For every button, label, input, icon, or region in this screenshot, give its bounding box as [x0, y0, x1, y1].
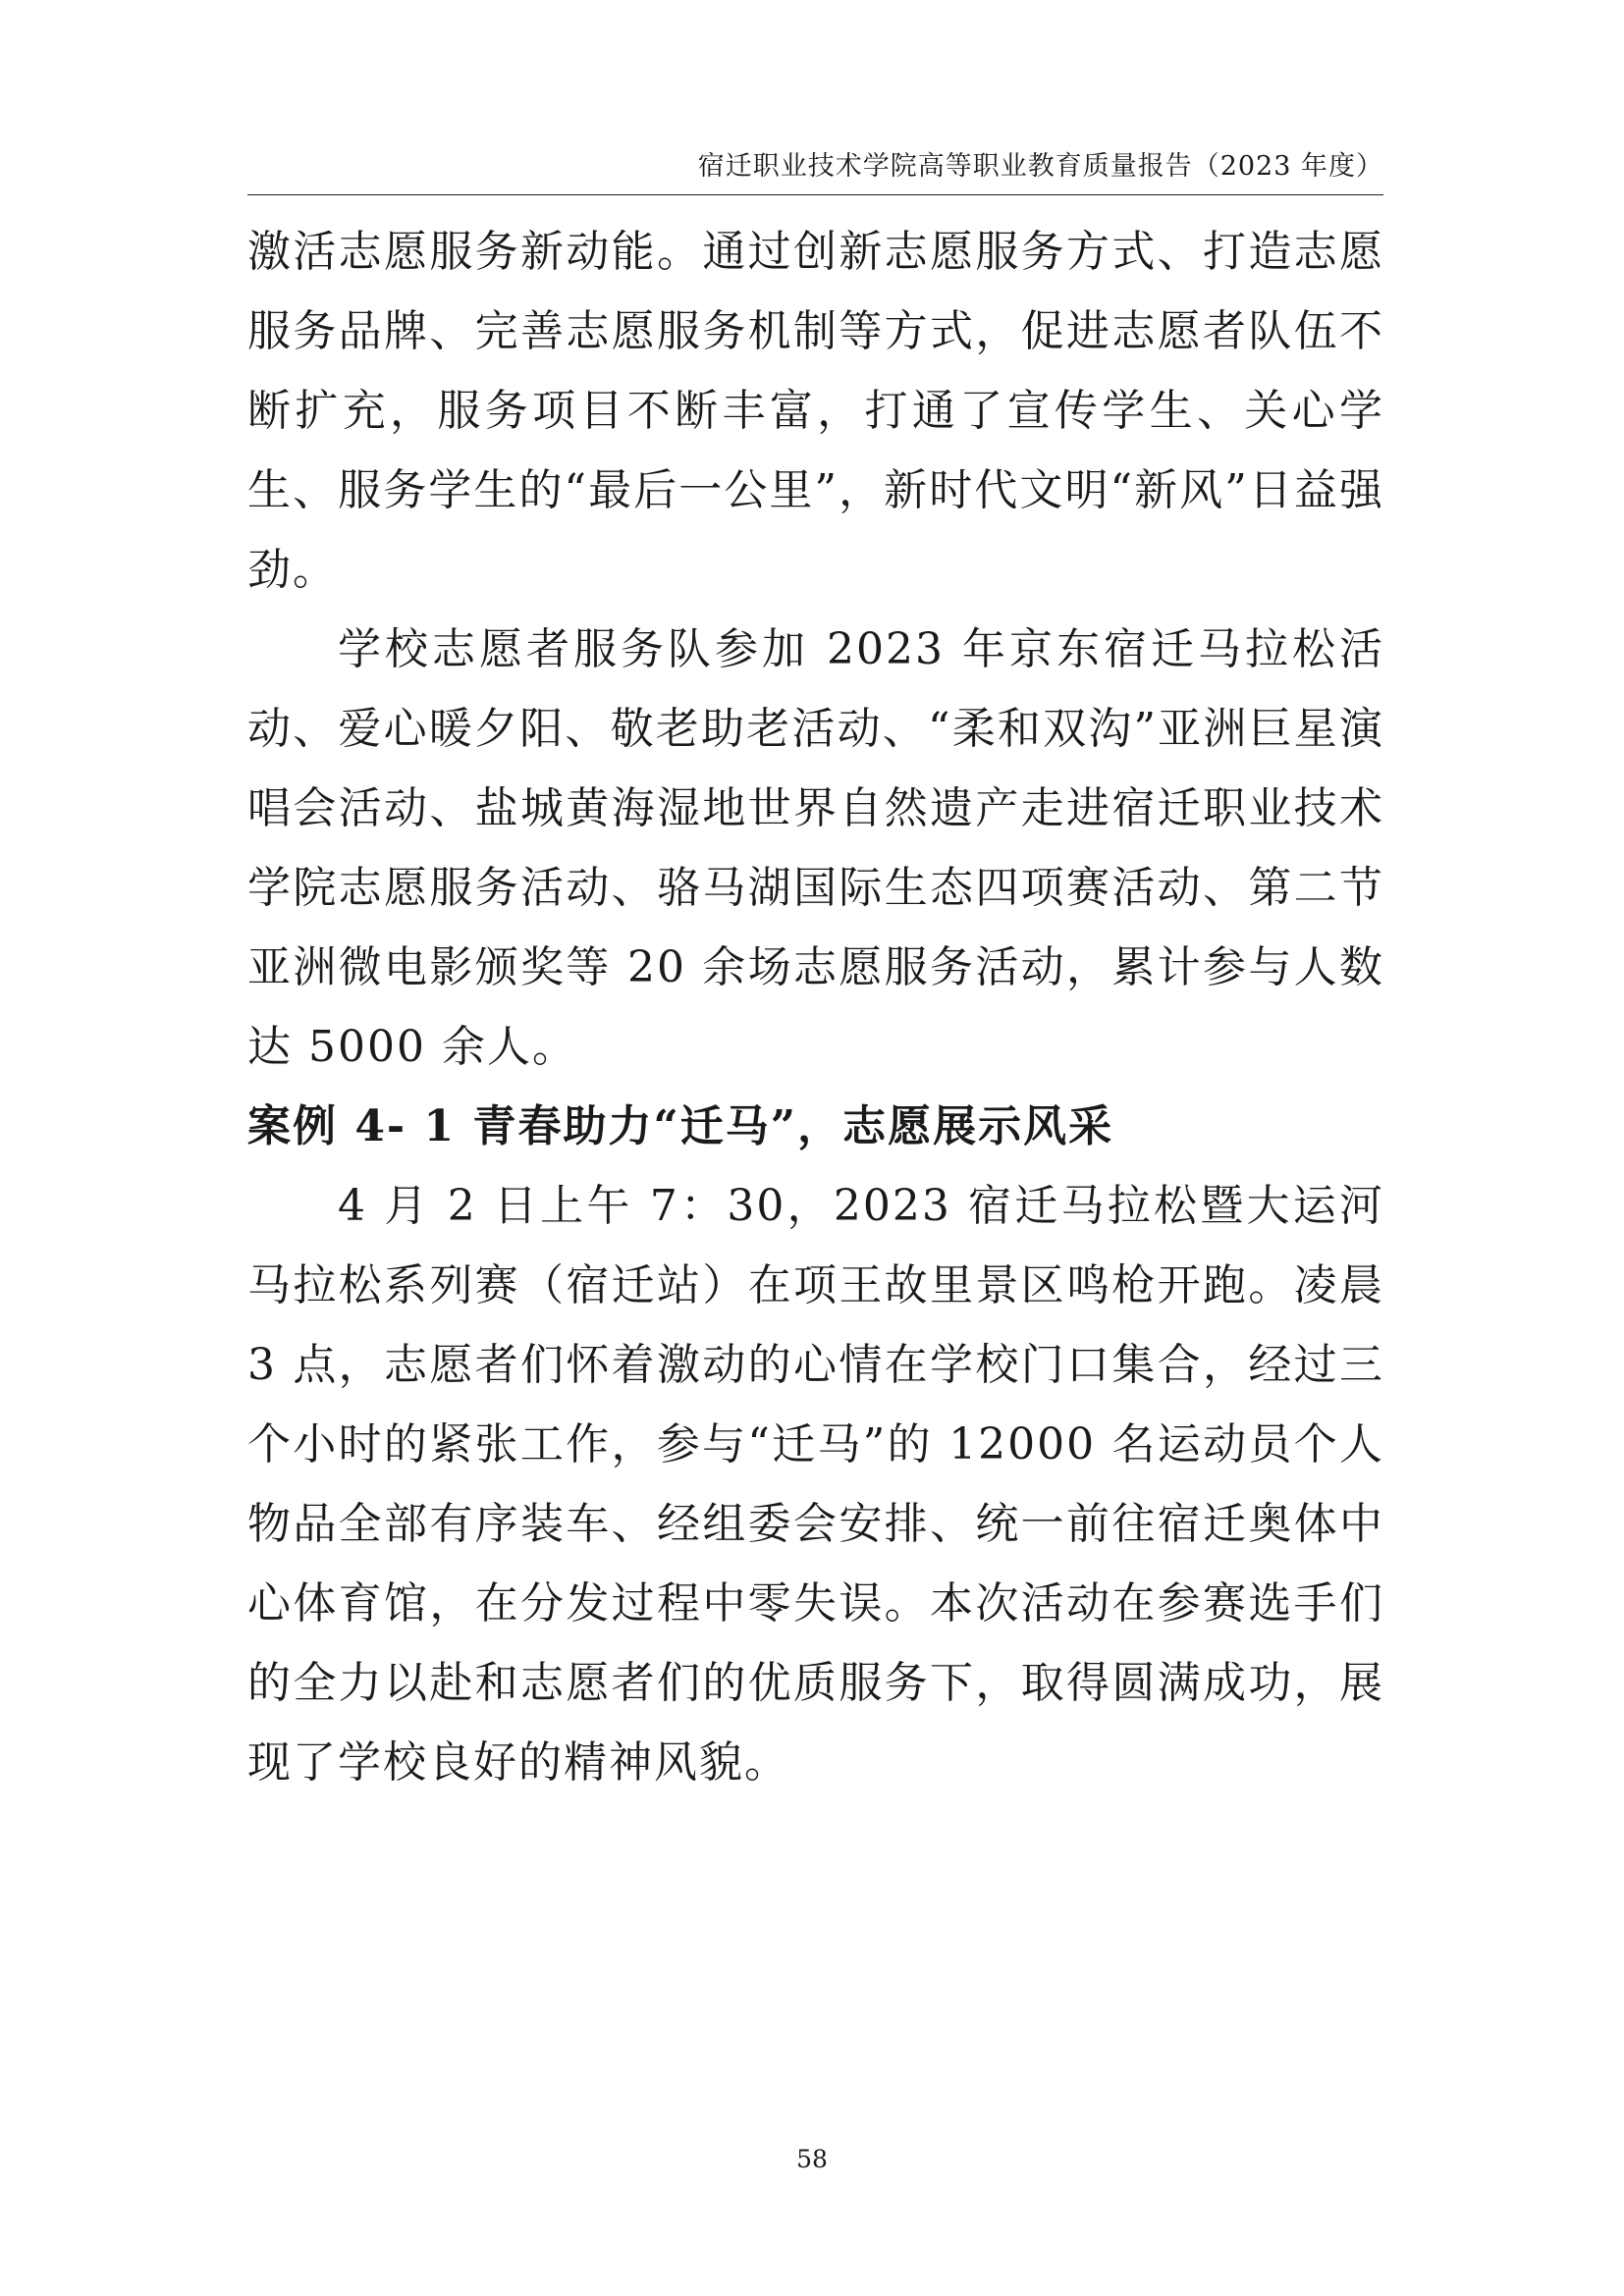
main-content: [247, 212, 1384, 1802]
case-heading: 案例 4- 1 青春助力“迁马”，志愿展示风采: [247, 1101, 1114, 1151]
body-paragraph-1: 激活志愿服务新动能。通过创新志愿服务方式、打造志愿服务品牌、完善志愿服务机制等方式，促进志愿者队伍不断扩充，服务项目不断丰富，打通了宣传学生、关心学生、服务学生的“最后一公里”，新时代文明“新风”日益强劲。: [247, 227, 1384, 595]
running-header: 宿迁职业技术学院高等职业教育质量报告（2023 年度）: [697, 151, 1383, 182]
body-paragraph-2: 学校志愿者服务队参加 2023 年京东宿迁马拉松活动、爱心暖夕阳、敬老助老活动、“柔和双沟”亚洲巨星演唱会活动、盐城黄海湿地世界自然遗产走进宿迁职业技术学院志愿服务活动、骆马湖国际生态四项赛活动、第二节亚洲微电影颁奖等 20 余场志愿服务活动，累计参与人数达 5000 余人。: [247, 624, 1384, 1072]
case-paragraph: 4 月 2 日上午 7：30，2023 宿迁马拉松暨大运河马拉松系列赛（宿迁站）在项王故里景区鸣枪开跑。凌晨 3 点，志愿者们怀着激动的心情在学校门口集合，经过三个小时的紧张工作，参与“迁马”的 12000 名运动员个人物品全部有序装车、经组委会安排、统一前往宿迁奥体中心体育馆，在分发过程中零失误。本次活动在参赛选手们的全力以赴和志愿者们的优质服务下，取得圆满成功，展现了学校良好的精神风貌。: [247, 1181, 1384, 1788]
header-divider: [247, 194, 1383, 195]
page-number: 58: [796, 2145, 828, 2173]
